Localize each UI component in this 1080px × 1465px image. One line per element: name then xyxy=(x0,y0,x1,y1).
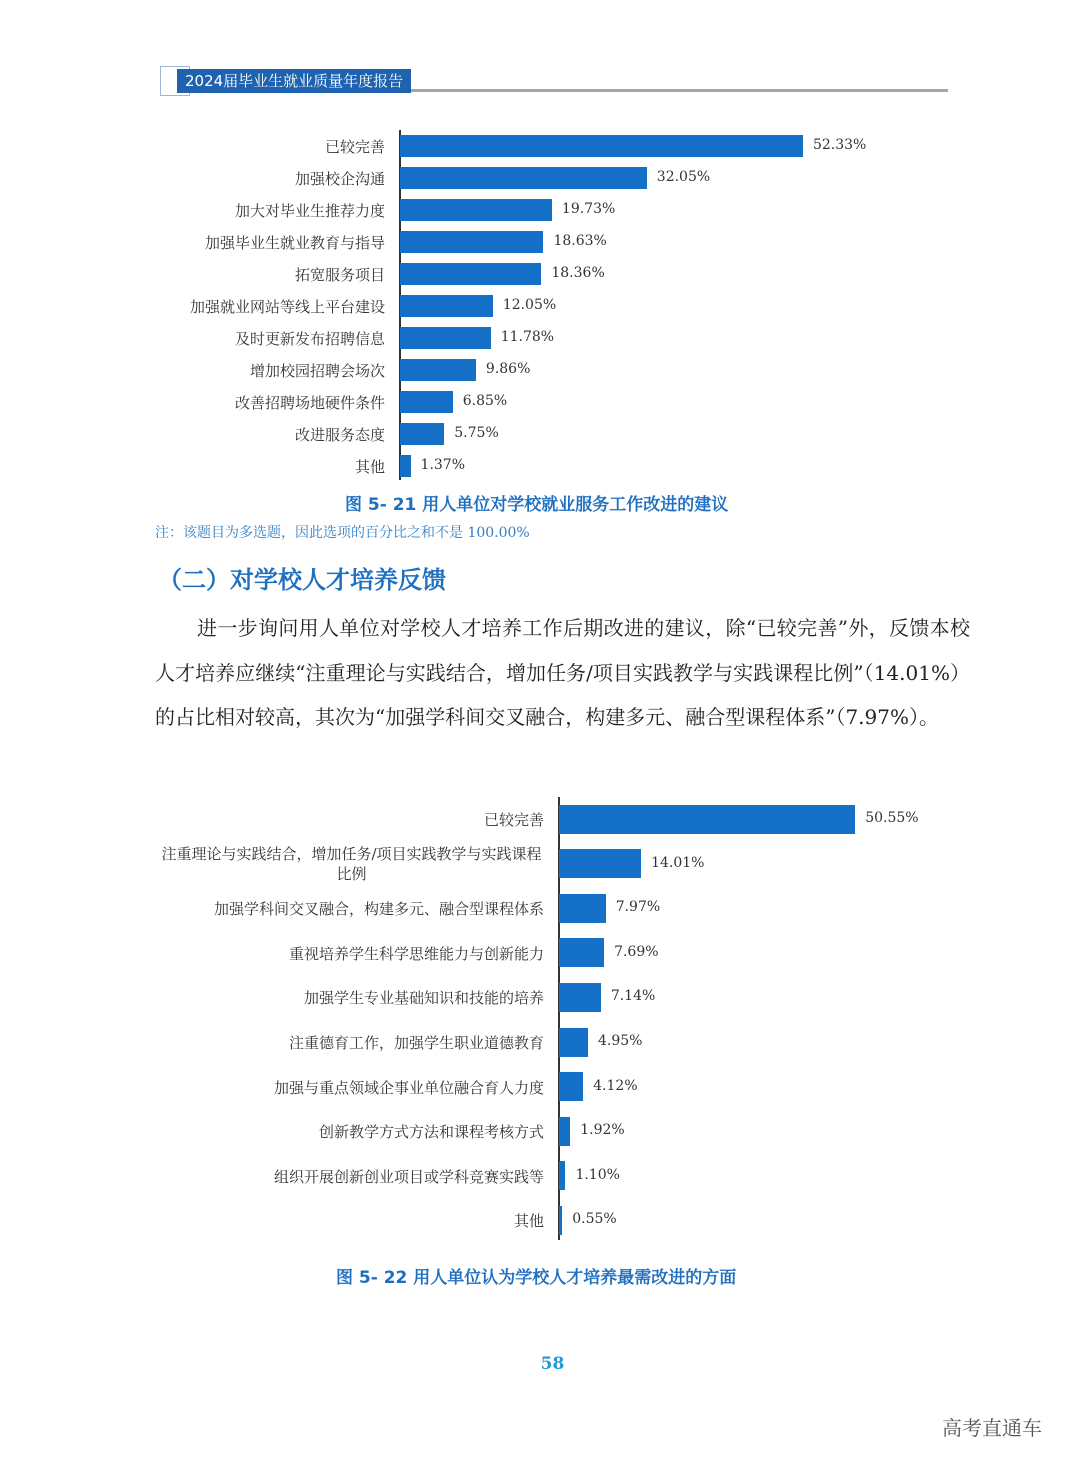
category-label: 注重德育工作，加强学生职业道德教育 xyxy=(288,1034,544,1052)
bar xyxy=(400,359,476,381)
category-label: 加强毕业生就业教育与指导 xyxy=(204,234,385,252)
bar xyxy=(400,231,543,253)
body-paragraph: 进一步询问用人单位对学校人才培养工作后期改进的建议，除“已较完善”外，反馈本校人才培养应继续“注重理论与实践结合，增加任务/项目实践教学与实践课程比例”（14.01%）的占比相对较高，其次为“加强学科间交叉融合，构建多元、融合型课程体系”（7.97%）。 xyxy=(155,616,970,729)
category-label: 加大对毕业生推荐力度 xyxy=(234,202,385,220)
category-label: 加强学生专业基础知识和技能的培养 xyxy=(303,989,544,1008)
bar xyxy=(400,423,444,445)
value-label: 19.73% xyxy=(561,201,616,217)
category-label: 其他 xyxy=(354,458,385,476)
header-rule xyxy=(400,89,948,92)
category-label: 已较完善 xyxy=(483,811,544,829)
value-label: 32.05% xyxy=(656,169,711,185)
bar xyxy=(559,805,855,834)
bar xyxy=(559,983,601,1012)
watermark: 高考直通车 xyxy=(942,1416,1042,1440)
value-label: 7.69% xyxy=(614,943,659,960)
bar xyxy=(559,1161,565,1190)
bar xyxy=(559,1206,562,1235)
figure-caption-5-22: 图 5- 22 用人单位认为学校人才培养最需改进的方面 xyxy=(336,1268,737,1288)
bar xyxy=(400,391,453,413)
value-label: 1.92% xyxy=(580,1122,625,1139)
value-label: 4.12% xyxy=(593,1077,638,1094)
bar xyxy=(559,938,604,967)
category-label: 改进服务态度 xyxy=(294,426,385,444)
value-label: 5.75% xyxy=(454,425,499,441)
bar xyxy=(559,1117,570,1146)
bar xyxy=(400,199,552,221)
value-label: 52.33% xyxy=(812,137,867,153)
bar xyxy=(559,1072,583,1101)
bar xyxy=(559,894,606,923)
bar xyxy=(400,327,491,349)
category-label: 加强就业网站等线上平台建设 xyxy=(189,298,385,316)
value-label: 50.55% xyxy=(865,810,919,826)
value-label: 1.37% xyxy=(420,457,466,473)
category-label: 组织开展创新创业项目或学科竞赛实践等 xyxy=(273,1167,544,1186)
category-label: 加强校企沟通 xyxy=(294,170,385,188)
bar xyxy=(400,135,803,157)
category-label: 加强学科间交叉融合，构建多元、融合型课程体系 xyxy=(213,900,544,919)
category-label: 创新教学方式方法和课程考核方式 xyxy=(318,1123,544,1142)
value-label: 18.63% xyxy=(553,233,607,249)
chart-note: 注：该题目为多选题，因此选项的百分比之和不是 100.00% xyxy=(155,525,530,541)
value-label: 7.14% xyxy=(610,988,656,1005)
value-label: 0.55% xyxy=(572,1211,617,1228)
category-label: 及时更新发布招聘信息 xyxy=(234,330,385,348)
value-label: 12.05% xyxy=(502,297,557,313)
value-label: 7.97% xyxy=(615,899,661,916)
category-label: 已较完善 xyxy=(324,138,385,156)
bar xyxy=(400,455,411,477)
value-label: 14.01% xyxy=(651,854,705,871)
value-label: 9.86% xyxy=(485,361,531,377)
bar xyxy=(559,1028,588,1057)
value-label: 1.10% xyxy=(575,1166,620,1183)
bar xyxy=(559,849,641,878)
category-label: 其他 xyxy=(513,1212,544,1231)
category-label: 加强与重点领域企事业单位融合育人力度 xyxy=(273,1078,544,1097)
bar xyxy=(400,263,541,285)
page-number: 58 xyxy=(540,1354,565,1374)
category-label: 改善招聘场地硬件条件 xyxy=(234,394,385,412)
bar xyxy=(400,167,647,189)
category-label: 注重理论与实践结合，增加任务/项目实践教学与实践课程比例 xyxy=(161,844,542,883)
category-label: 重视培养学生科学思维能力与创新能力 xyxy=(288,944,544,963)
figure-caption-5-21: 图 5- 21 用人单位对学校就业服务工作改进的建议 xyxy=(345,495,729,515)
bar xyxy=(400,295,493,317)
category-label: 增加校园招聘会场次 xyxy=(249,362,385,380)
value-label: 6.85% xyxy=(462,393,508,409)
section-heading: （二）对学校人才培养反馈 xyxy=(158,566,446,594)
value-label: 11.78% xyxy=(500,329,555,345)
report-title: 2024届毕业生就业质量年度报告 xyxy=(177,69,411,93)
value-label: 4.95% xyxy=(598,1033,643,1049)
category-label: 拓宽服务项目 xyxy=(294,266,385,284)
value-label: 18.36% xyxy=(551,265,605,281)
